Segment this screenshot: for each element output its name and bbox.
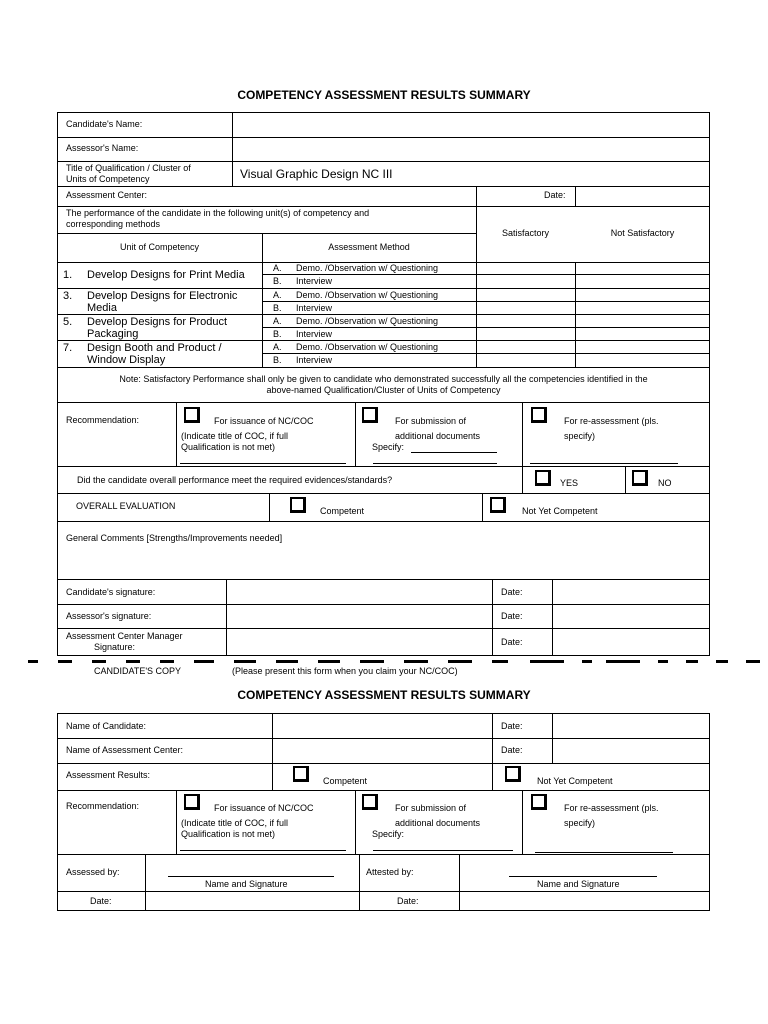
assessed-by-label: Assessed by: bbox=[66, 867, 120, 877]
method-letter: A. bbox=[273, 263, 282, 273]
date-label: Date: bbox=[501, 745, 523, 755]
method-b: Interview bbox=[296, 276, 333, 286]
reassessment-sub-label: specify) bbox=[564, 431, 596, 441]
unit-name: Design Booth and Product / bbox=[87, 342, 222, 354]
submission-checkbox[interactable] bbox=[362, 407, 378, 423]
method-letter: B. bbox=[273, 355, 282, 365]
unit-name: Develop Designs for Electronic bbox=[87, 290, 238, 302]
unit-name-2: Packaging bbox=[87, 328, 139, 340]
competent-checkbox[interactable] bbox=[290, 497, 306, 513]
attested-by-signature-line[interactable] bbox=[509, 876, 657, 877]
claim-instruction: (Please present this form when you claim your NC/COC) bbox=[232, 666, 458, 676]
issuance-label: For issuance of NC/COC bbox=[214, 416, 314, 426]
not-satisfactory-header: Not Satisfactory bbox=[610, 228, 675, 238]
date-label: Date: bbox=[501, 611, 523, 621]
submission-label: For submission of bbox=[395, 803, 467, 813]
date-label: Date: bbox=[544, 190, 566, 200]
unit-name: Develop Designs for Print Media bbox=[87, 269, 245, 281]
name-signature-label: Name and Signature bbox=[205, 879, 288, 889]
reassessment-line[interactable] bbox=[530, 463, 678, 464]
issuance-label: For issuance of NC/COC bbox=[214, 803, 314, 813]
reassessment-sub-label: specify) bbox=[564, 818, 596, 828]
method-a: Demo. /Observation w/ Questioning bbox=[296, 316, 439, 326]
qualification-value: Visual Graphic Design NC III bbox=[240, 167, 393, 181]
method-b: Interview bbox=[296, 329, 333, 339]
reassessment-label: For re-assessment (pls. bbox=[564, 803, 659, 813]
unit-number: 1. bbox=[63, 269, 73, 281]
overall-evaluation-label: OVERALL EVALUATION bbox=[76, 501, 176, 511]
not-yet-competent-label: Not Yet Competent bbox=[537, 776, 613, 786]
no-label: NO bbox=[658, 478, 672, 488]
date-label: Date: bbox=[397, 896, 419, 906]
assessment-method-header: Assessment Method bbox=[328, 242, 410, 252]
method-letter: B. bbox=[273, 329, 282, 339]
assessment-results-label: Assessment Results: bbox=[66, 770, 151, 780]
issuance-title-line[interactable] bbox=[180, 463, 346, 464]
issuance-sub-label-2: Qualification is not met) bbox=[181, 829, 276, 839]
date-label: Date: bbox=[501, 637, 523, 647]
submission-checkbox[interactable] bbox=[362, 794, 378, 810]
specify-label: Specify: bbox=[372, 442, 405, 452]
unit-number: 7. bbox=[63, 342, 73, 354]
yes-label: YES bbox=[560, 478, 579, 488]
issuance-checkbox[interactable] bbox=[184, 407, 200, 423]
assessor-name-label: Assessor's Name: bbox=[66, 143, 139, 153]
candidate-signature-label: Candidate's signature: bbox=[66, 587, 156, 597]
note-text: Note: Satisfactory Performance shall only be given to candidate who demonstrated successfully all the competencies identified in the bbox=[119, 374, 648, 384]
method-letter: B. bbox=[273, 303, 282, 313]
manager-signature-label: Assessment Center Manager bbox=[66, 631, 183, 641]
issuance-sub-label-2: Qualification is not met) bbox=[181, 442, 276, 452]
qualification-label-2: Units of Competency bbox=[66, 174, 150, 184]
unit-name-2: Media bbox=[87, 302, 117, 314]
specify-line[interactable] bbox=[373, 850, 513, 851]
unit-name-2: Window Display bbox=[87, 354, 166, 366]
competent-label: Competent bbox=[323, 776, 368, 786]
reassessment-label: For re-assessment (pls. bbox=[564, 416, 659, 426]
unit-name: Develop Designs for Product bbox=[87, 316, 228, 328]
submission-sub-label: additional documents bbox=[395, 431, 481, 441]
note-text-2: above-named Qualification/Cluster of Units of Competency bbox=[266, 385, 501, 395]
reassessment-checkbox[interactable] bbox=[531, 407, 547, 423]
method-a: Demo. /Observation w/ Questioning bbox=[296, 263, 439, 273]
qualification-label: Title of Qualification / Cluster of bbox=[66, 163, 191, 173]
unit-number: 5. bbox=[63, 316, 73, 328]
competent-checkbox[interactable] bbox=[293, 766, 309, 782]
method-letter: A. bbox=[273, 316, 282, 326]
submission-sub-label: additional documents bbox=[395, 818, 481, 828]
issuance-title-line[interactable] bbox=[180, 850, 346, 851]
method-b: Interview bbox=[296, 303, 333, 313]
specify-label: Specify: bbox=[372, 829, 405, 839]
name-signature-label: Name and Signature bbox=[537, 879, 620, 889]
date-label: Date: bbox=[501, 721, 523, 731]
submission-label: For submission of bbox=[395, 416, 467, 426]
reassessment-checkbox[interactable] bbox=[531, 794, 547, 810]
issuance-sub-label: (Indicate title of COC, if full bbox=[181, 818, 289, 828]
attested-by-label: Attested by: bbox=[366, 867, 414, 877]
method-a: Demo. /Observation w/ Questioning bbox=[296, 342, 439, 352]
recommendation-label: Recommendation: bbox=[66, 415, 140, 425]
reassessment-line[interactable] bbox=[535, 852, 673, 853]
assessor-signature-label: Assessor's signature: bbox=[66, 611, 152, 621]
satisfactory-header: Satisfactory bbox=[501, 228, 550, 238]
general-comments-label: General Comments [Strengths/Improvements needed] bbox=[66, 533, 283, 543]
method-letter: B. bbox=[273, 276, 282, 286]
not-yet-competent-checkbox[interactable] bbox=[490, 497, 506, 513]
assessed-by-signature-line[interactable] bbox=[168, 876, 334, 877]
issuance-checkbox[interactable] bbox=[184, 794, 200, 810]
not-yet-competent-label: Not Yet Competent bbox=[522, 506, 598, 516]
candidates-copy-label: CANDIDATE'S COPY bbox=[94, 666, 182, 676]
specify-line[interactable] bbox=[411, 452, 497, 453]
date-label: Date: bbox=[90, 896, 112, 906]
name-of-candidate-label: Name of Candidate: bbox=[66, 721, 147, 731]
no-checkbox[interactable] bbox=[632, 470, 648, 486]
manager-signature-label-2: Signature: bbox=[94, 642, 136, 652]
method-letter: A. bbox=[273, 290, 282, 300]
unit-of-competency-header: Unit of Competency bbox=[119, 242, 200, 252]
specify-line-2[interactable] bbox=[373, 463, 497, 464]
not-yet-competent-checkbox[interactable] bbox=[505, 766, 521, 782]
recommendation-label: Recommendation: bbox=[66, 801, 140, 811]
performance-text: The performance of the candidate in the following unit(s) of competency and bbox=[66, 208, 370, 218]
competent-label: Competent bbox=[320, 506, 365, 516]
method-a: Demo. /Observation w/ Questioning bbox=[296, 290, 439, 300]
method-letter: A. bbox=[273, 342, 282, 352]
method-b: Interview bbox=[296, 355, 333, 365]
overall-question: Did the candidate overall performance meet the required evidences/standards? bbox=[77, 475, 393, 485]
candidate-name-label: Candidate's Name: bbox=[66, 119, 143, 129]
yes-checkbox[interactable] bbox=[535, 470, 551, 486]
performance-text-2: corresponding methods bbox=[66, 219, 161, 229]
form-title: COMPETENCY ASSESSMENT RESULTS SUMMARY bbox=[237, 88, 531, 102]
unit-number: 3. bbox=[63, 290, 73, 302]
name-of-center-label: Name of Assessment Center: bbox=[66, 745, 184, 755]
assessment-center-label: Assessment Center: bbox=[66, 190, 148, 200]
copy-form-title: COMPETENCY ASSESSMENT RESULTS SUMMARY bbox=[237, 688, 531, 702]
issuance-sub-label: (Indicate title of COC, if full bbox=[181, 431, 289, 441]
date-label: Date: bbox=[501, 587, 523, 597]
